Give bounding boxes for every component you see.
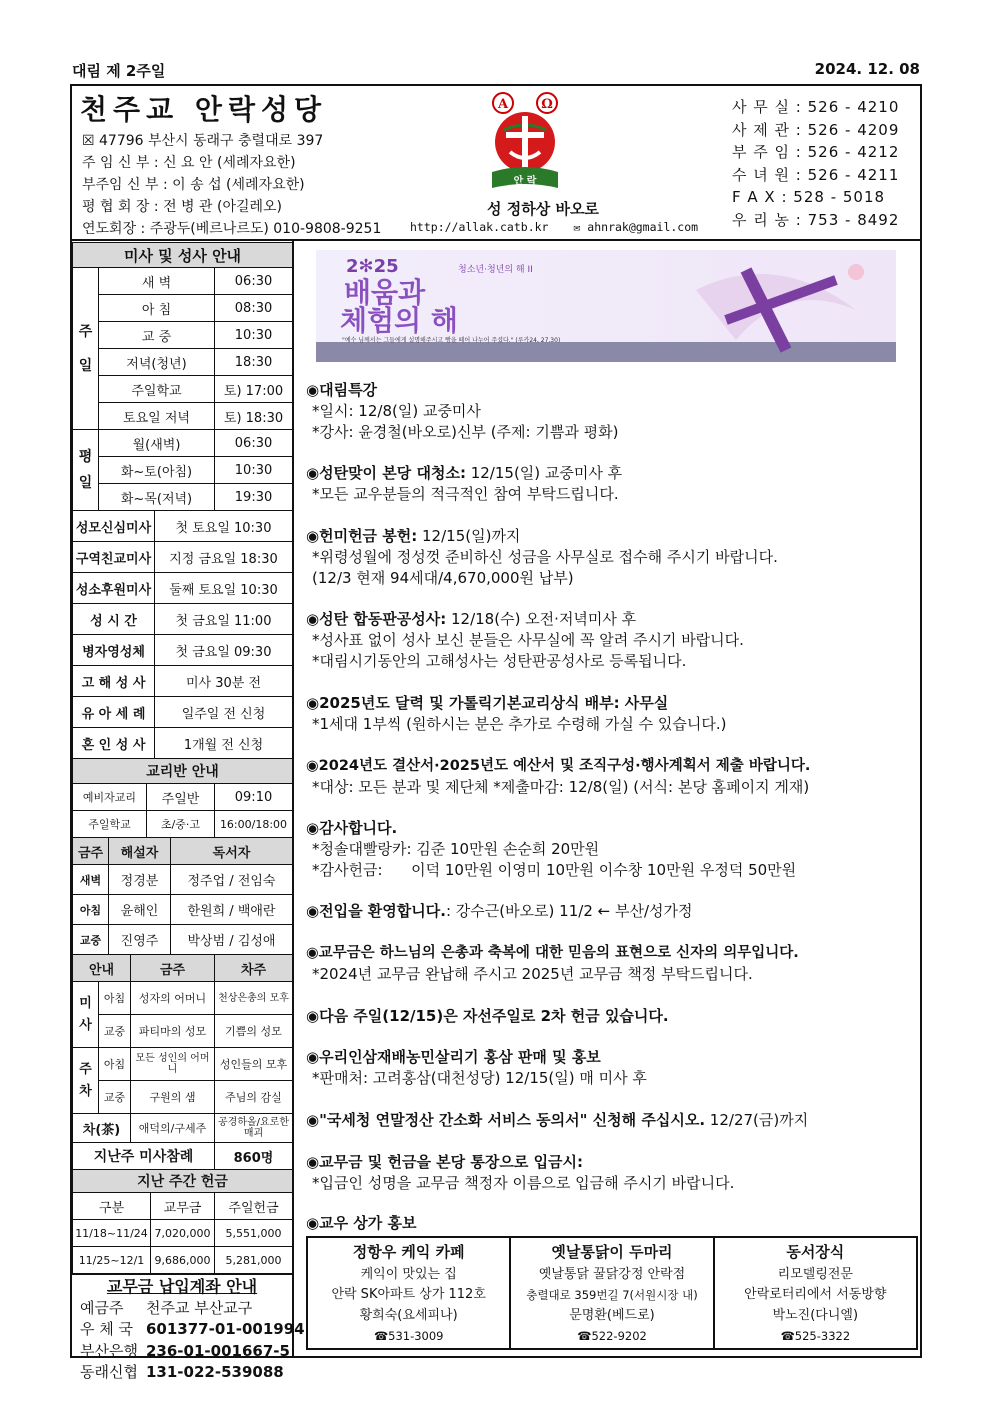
notice-item — [306, 693, 906, 735]
notice-item — [306, 1110, 906, 1131]
lector: 한원희 / 백애란 — [171, 895, 293, 925]
parish-title: 천주교 안락성당 — [80, 93, 328, 126]
logo-omega: Ω — [541, 97, 553, 112]
staff-line: 연도회장 : 주광두(베르나르도) 010-9808-9251 — [82, 221, 382, 237]
sacrament-time: 첫 토요일 10:30 — [155, 511, 293, 542]
shop-card — [509, 1238, 712, 1348]
offering-dues: 7,020,000 — [151, 1220, 215, 1247]
mass-name: 월(새벽) — [99, 430, 215, 457]
sacrament-time: 지정 금요일 18:30 — [155, 542, 293, 573]
sacrament-time: 첫 금요일 11:00 — [155, 604, 293, 635]
parish-info — [82, 130, 381, 240]
notice-heading: ◉감사합니다. — [306, 819, 398, 837]
offering-header: 교무금 — [151, 1193, 215, 1220]
logo-alpha: A — [497, 97, 509, 112]
mass-name: 저녁(청년) — [99, 349, 215, 376]
shop-name: 정항우 케익 카페 — [352, 1243, 465, 1261]
sacrament-name: 병자영성체 — [73, 635, 155, 666]
notice-line: *대상: 모든 분과 및 제단체 *제출마감: 12/8(일) (서식: 본당 홈페이지 게재) — [312, 778, 810, 796]
phone-number: : 528 - 5018 — [781, 188, 886, 207]
left-column — [72, 242, 305, 1384]
phone-number: : 526 - 4209 — [795, 120, 900, 139]
notice-line: *대림시기동안의 고해성사는 성탄판공성사로 등록됩니다. — [312, 652, 687, 670]
class-time: 09:10 — [215, 784, 293, 811]
sacrament-time: 미사 30분 전 — [155, 666, 293, 697]
year-theme-banner — [316, 250, 896, 362]
sacrament-name: 구역친교미사 — [73, 542, 155, 573]
shop-line: 안락로터리에서 서동방향 — [744, 1287, 887, 1302]
mass-title: 미사 및 성사 안내 — [73, 243, 293, 268]
sacrament-name: 고 해 성 사 — [73, 666, 155, 697]
mass-name: 교 중 — [99, 322, 215, 349]
readers-header: 독서자 — [171, 838, 293, 865]
guide-table — [72, 954, 293, 1143]
guide-mass: 아침 — [99, 982, 131, 1015]
guide-next-week: 성인들의 모후 — [215, 1048, 293, 1081]
commentator: 진영주 — [109, 925, 171, 955]
notice-heading: ◉헌미헌금 봉헌: — [306, 527, 418, 545]
notice-item — [306, 1006, 906, 1027]
catechism-table — [72, 758, 293, 838]
guide-group-label: 미 사 — [73, 982, 99, 1048]
reader-mass: 아침 — [73, 895, 109, 925]
notice-line: *2024년 교무금 완납해 주시고 2025년 교무금 책정 부탁드립니다. — [312, 965, 753, 983]
guide-mass: 교중 — [99, 1015, 131, 1048]
phone-label: 수 녀 원 — [732, 165, 791, 184]
notice-heading: ◉교무금은 하느님의 은총과 축복에 대한 믿음의 표현으로 신자의 의무입니다. — [306, 945, 799, 961]
attendance-table — [72, 1142, 293, 1170]
mass-time: 08:30 — [215, 295, 293, 322]
banner-title-1: 배움과 — [344, 276, 426, 309]
lector: 정주업 / 전임숙 — [171, 865, 293, 895]
class-time: 16:00/18:00 — [215, 811, 293, 838]
notice-heading: ◉다음 주일(12/15)은 자선주일로 2차 헌금 있습니다. — [306, 1007, 669, 1025]
offering-title: 지난 주간 헌금 — [73, 1170, 293, 1193]
sacrament-time: 첫 금요일 09:30 — [155, 635, 293, 666]
bulletin-date: 2024. 12. 08 — [814, 60, 920, 78]
account-label: 예금주 — [80, 1298, 124, 1317]
shop-line: 충렬대로 359번길 7(서원시장 내) — [526, 1288, 698, 1302]
mass-name: 화~목(저녁) — [99, 484, 215, 511]
shop-card — [308, 1238, 509, 1348]
banner-subtitle: 청소년·청년의 해 II — [458, 265, 533, 275]
commentator: 윤해인 — [109, 895, 171, 925]
offering-header: 주일헌금 — [215, 1193, 293, 1220]
mass-time: 19:30 — [215, 484, 293, 511]
phone-number: : 526 - 4212 — [795, 143, 900, 162]
notice-item — [306, 526, 906, 589]
shop-phone: ☎522-9202 — [577, 1329, 647, 1343]
mail-icon: ✉ — [573, 220, 581, 234]
shop-line: 황희숙(요세피나) — [359, 1307, 458, 1323]
phone-label: F A X — [732, 188, 776, 207]
notice-line: *성사표 없이 성사 보신 분들은 사무실에 꼭 알려 주시기 바랍니다. — [312, 631, 744, 649]
notice-heading: ◉2025년도 달력 및 가톨릭기본교리상식 배부: 사무실 — [306, 694, 669, 712]
sacrament-time: 일주일 전 신청 — [155, 697, 293, 728]
notice-heading: ◉교우 상가 홍보 — [306, 1214, 417, 1232]
weekday-label: 평 일 — [73, 430, 99, 511]
shop-name: 옛날통닭이 두마리 — [551, 1243, 673, 1261]
guide-mass: 교중 — [99, 1081, 131, 1114]
notice-line: *강사: 윤경철(바오로)신부 (주제: 기쁨과 평화) — [312, 423, 619, 441]
offering-table — [72, 1169, 293, 1274]
notice-heading: ◉우리인삼재배농민살리기 홍삼 판매 및 홍보 — [306, 1048, 601, 1066]
staff-line: 평 협 회 장 : 전 병 관 (아길레오) — [82, 199, 283, 215]
catechism-title: 교리반 안내 — [73, 759, 293, 784]
notice-heading: ◉전입을 환영합니다. — [306, 902, 446, 920]
sacrament-name: 성소후원미사 — [73, 573, 155, 604]
guide-header: 안내 — [73, 955, 131, 982]
account-title: 교무금 납입계좌 안내 — [106, 1277, 258, 1296]
sacrament-name: 혼 인 성 사 — [73, 728, 155, 759]
sacrament-name: 성모신심미사 — [73, 511, 155, 542]
offering-sunday: 5,551,000 — [215, 1220, 293, 1247]
mass-name: 아 침 — [99, 295, 215, 322]
notice-item — [306, 380, 906, 443]
notice-tail: 12/15(일)까지 — [417, 527, 521, 545]
mass-time: 토) 17:00 — [215, 376, 293, 403]
parish-address: ☒ 47796 부산시 동래구 충렬대로 397 — [82, 133, 324, 149]
shop-line: 옛날통닭 꿀닭강정 안락점 — [538, 1266, 686, 1282]
phone-number: : 526 - 4211 — [795, 165, 900, 184]
notice-tail: 12/15(일) 교중미사 후 — [465, 464, 623, 482]
phone-label: 사 무 실 — [732, 98, 791, 116]
commentator: 정경분 — [109, 865, 171, 895]
phone-list — [732, 96, 899, 232]
guide-this-week: 성자의 어머니 — [131, 982, 215, 1015]
mass-time: 06:30 — [215, 268, 293, 295]
offering-header: 구분 — [73, 1193, 151, 1220]
week-label: 대림 제 2주일 — [72, 62, 166, 80]
guide-this-week: 모든 성인의 어머니 — [131, 1048, 215, 1081]
contact-links — [410, 220, 698, 234]
notice-tail: : 강수근(바오로) 11/2 ← 부산/성가정 — [445, 902, 693, 920]
attendance-value: 860명 — [215, 1143, 293, 1170]
notice-item — [306, 943, 906, 985]
shop-line: 문명환(베드로) — [569, 1307, 655, 1323]
account-value: 236-01-001667-5 — [146, 1341, 290, 1360]
notice-item — [306, 1047, 906, 1089]
staff-line: 부주임 신 부 : 이 송 섭 (세례자요한) — [82, 177, 305, 193]
shop-line: 박노진(다니엘) — [772, 1307, 859, 1323]
sacrament-name: 유 아 세 례 — [73, 697, 155, 728]
class-group: 주일반 — [147, 784, 215, 811]
sacrament-time: 둘째 토요일 10:30 — [155, 573, 293, 604]
account-value: 601377-01-001994 — [146, 1320, 305, 1338]
notice-item — [306, 1152, 906, 1194]
notice-tail: 12/27(금)까지 — [705, 1111, 809, 1129]
sacrament-time: 1개월 전 신청 — [155, 728, 293, 759]
notice-heading: ◉대림특강 — [306, 381, 378, 399]
banner-title-2: 체험의 해 — [340, 304, 458, 337]
guide-header: 금주 — [131, 955, 215, 982]
notice-item — [306, 756, 906, 798]
account-value: 131-022-539088 — [146, 1363, 284, 1381]
guide-this-week: 파티마의 성모 — [131, 1015, 215, 1048]
account-value: 천주교 부산교구 — [146, 1298, 253, 1317]
shop-line: 리모델링전문 — [777, 1266, 853, 1282]
shop-line: 케익이 맛있는 집 — [360, 1266, 457, 1282]
guide-next-week: 천상은총의 모후 — [215, 982, 293, 1015]
logo-caption: 안 락 — [513, 176, 537, 187]
notice-line: *입금인 성명을 교무금 책정자 이름으로 입금해 주시기 바랍니다. — [312, 1174, 735, 1192]
phone-label: 우 리 농 — [732, 210, 791, 229]
phone-number: : 753 - 8492 — [795, 210, 900, 229]
mass-time: 18:30 — [215, 349, 293, 376]
notice-tail: 12/18(수) 오전·저녁미사 후 — [446, 610, 637, 628]
shop-phone: ☎531-3009 — [373, 1329, 444, 1343]
sacrament-table — [72, 510, 293, 759]
reader-mass: 교중 — [73, 925, 109, 955]
mass-name: 새 벽 — [99, 268, 215, 295]
offering-period: 11/25~12/1 — [73, 1247, 151, 1274]
notice-line: *판매처: 고려홍삼(대천성당) 12/15(일) 매 미사 후 — [312, 1069, 647, 1087]
class-name: 예비자교리 — [73, 784, 147, 811]
notice-item — [306, 901, 906, 922]
notice-heading: ◉교무금 및 헌금을 본당 통장으로 입금시: — [306, 1153, 584, 1171]
mass-name: 화~토(아침) — [99, 457, 215, 484]
account-label: 동래신협 — [80, 1363, 138, 1381]
class-group: 초/중·고 — [147, 811, 215, 838]
attendance-label: 지난주 미사참례 — [73, 1143, 215, 1170]
staff-line: 주 임 신 부 : 신 요 안 (세례자요한) — [82, 155, 296, 171]
mass-schedule-table — [72, 242, 293, 511]
reader-mass: 새벽 — [73, 865, 109, 895]
notice-heading: ◉2024년도 결산서·2025년도 예산서 및 조직구성·행사계획서 제출 바랍니다. — [306, 758, 811, 774]
mass-name: 주일학교 — [99, 376, 215, 403]
notice-line: *위령성월에 정성껏 준비하신 성금을 사무실로 접수해 주시기 바랍니다. — [312, 548, 778, 566]
shop-name: 동서장식 — [786, 1243, 845, 1261]
guide-mass: 아침 — [99, 1048, 131, 1081]
guide-group-label: 주 차 — [73, 1048, 99, 1114]
shop-line: 안락 SK아파트 상가 112호 — [331, 1287, 486, 1302]
account-info — [72, 1274, 305, 1384]
notice-line: (12/3 현재 94세대/4,670,000원 납부) — [312, 569, 574, 587]
tea-this-week: 애덕의/구세주 — [131, 1114, 215, 1143]
shop-ads — [306, 1236, 918, 1350]
notice-line: *청솔대빨랑카: 김준 10만원 손순희 20만원 — [312, 840, 600, 858]
website-link[interactable]: http://allak.catb.kr — [410, 220, 549, 234]
offering-sunday: 5,281,000 — [215, 1247, 293, 1274]
readers-header: 금주 — [73, 838, 109, 865]
mass-time: 06:30 — [215, 430, 293, 457]
sacrament-name: 성 시 간 — [73, 604, 155, 635]
phone-label: 사 제 관 — [732, 120, 791, 139]
tea-next-week: 공경하올/요로한 매괴 — [215, 1114, 293, 1143]
notice-item — [306, 1213, 906, 1234]
phone-number: : 526 - 4210 — [795, 98, 900, 116]
notice-line: *일시: 12/8(일) 교중미사 — [312, 402, 481, 420]
tea-label: 차(茶) — [73, 1114, 131, 1143]
banner-year: 2✻25 — [346, 256, 399, 277]
guide-next-week: 주님의 감실 — [215, 1081, 293, 1114]
notice-heading: ◉성탄맞이 본당 대청소: — [306, 464, 466, 482]
lector: 박상범 / 김성애 — [171, 925, 293, 955]
mass-time: 10:30 — [215, 322, 293, 349]
readers-header: 해설자 — [109, 838, 171, 865]
guide-next-week: 기쁨의 성모 — [215, 1015, 293, 1048]
readers-table — [72, 837, 293, 955]
phone-label: 부 주 임 — [732, 143, 791, 162]
notice-item — [306, 818, 906, 881]
shop-card — [713, 1238, 916, 1348]
notice-line: *감사헌금: 이덕 10만원 이영미 10만원 이수창 10만원 우정덕 50만원 — [312, 861, 797, 879]
account-label: 부산은행 — [80, 1341, 138, 1360]
offering-dues: 9,686,000 — [151, 1247, 215, 1274]
notice-heading: ◉성탄 합동판공성사: — [306, 610, 447, 628]
banner-quote: "예수 님께서는 그들에게 설명해주시고 빵을 떼어 나누어 주셨다." (루카24, 27.30) — [342, 337, 561, 344]
parish-logo — [486, 90, 564, 198]
notice-line: *1세대 1부씩 (원하시는 분은 추가로 수령해 가실 수 있습니다.) — [312, 715, 727, 733]
email-link[interactable]: ahnrak@gmail.com — [587, 220, 699, 234]
mass-time: 토) 18:30 — [215, 403, 293, 430]
account-label: 우 체 국 — [80, 1320, 134, 1338]
mass-name: 토요일 저녁 — [99, 403, 215, 430]
guide-header: 차주 — [215, 955, 293, 982]
shop-phone: ☎525-3322 — [780, 1329, 851, 1343]
guide-this-week: 구원의 샘 — [131, 1081, 215, 1114]
notice-item — [306, 463, 906, 505]
notice-heading: ◉"국세청 연말정산 간소화 서비스 동의서" 신청해 주십시오. — [306, 1111, 706, 1129]
offering-period: 11/18~11/24 — [73, 1220, 151, 1247]
mass-time: 10:30 — [215, 457, 293, 484]
sunday-label: 주 일 — [73, 268, 99, 430]
notice-item — [306, 609, 906, 672]
patron-saint: 성 정하상 바오로 — [487, 200, 599, 218]
class-name: 주일학교 — [73, 811, 147, 838]
notice-line: *모든 교우분들의 적극적인 참여 부탁드립니다. — [312, 485, 619, 503]
